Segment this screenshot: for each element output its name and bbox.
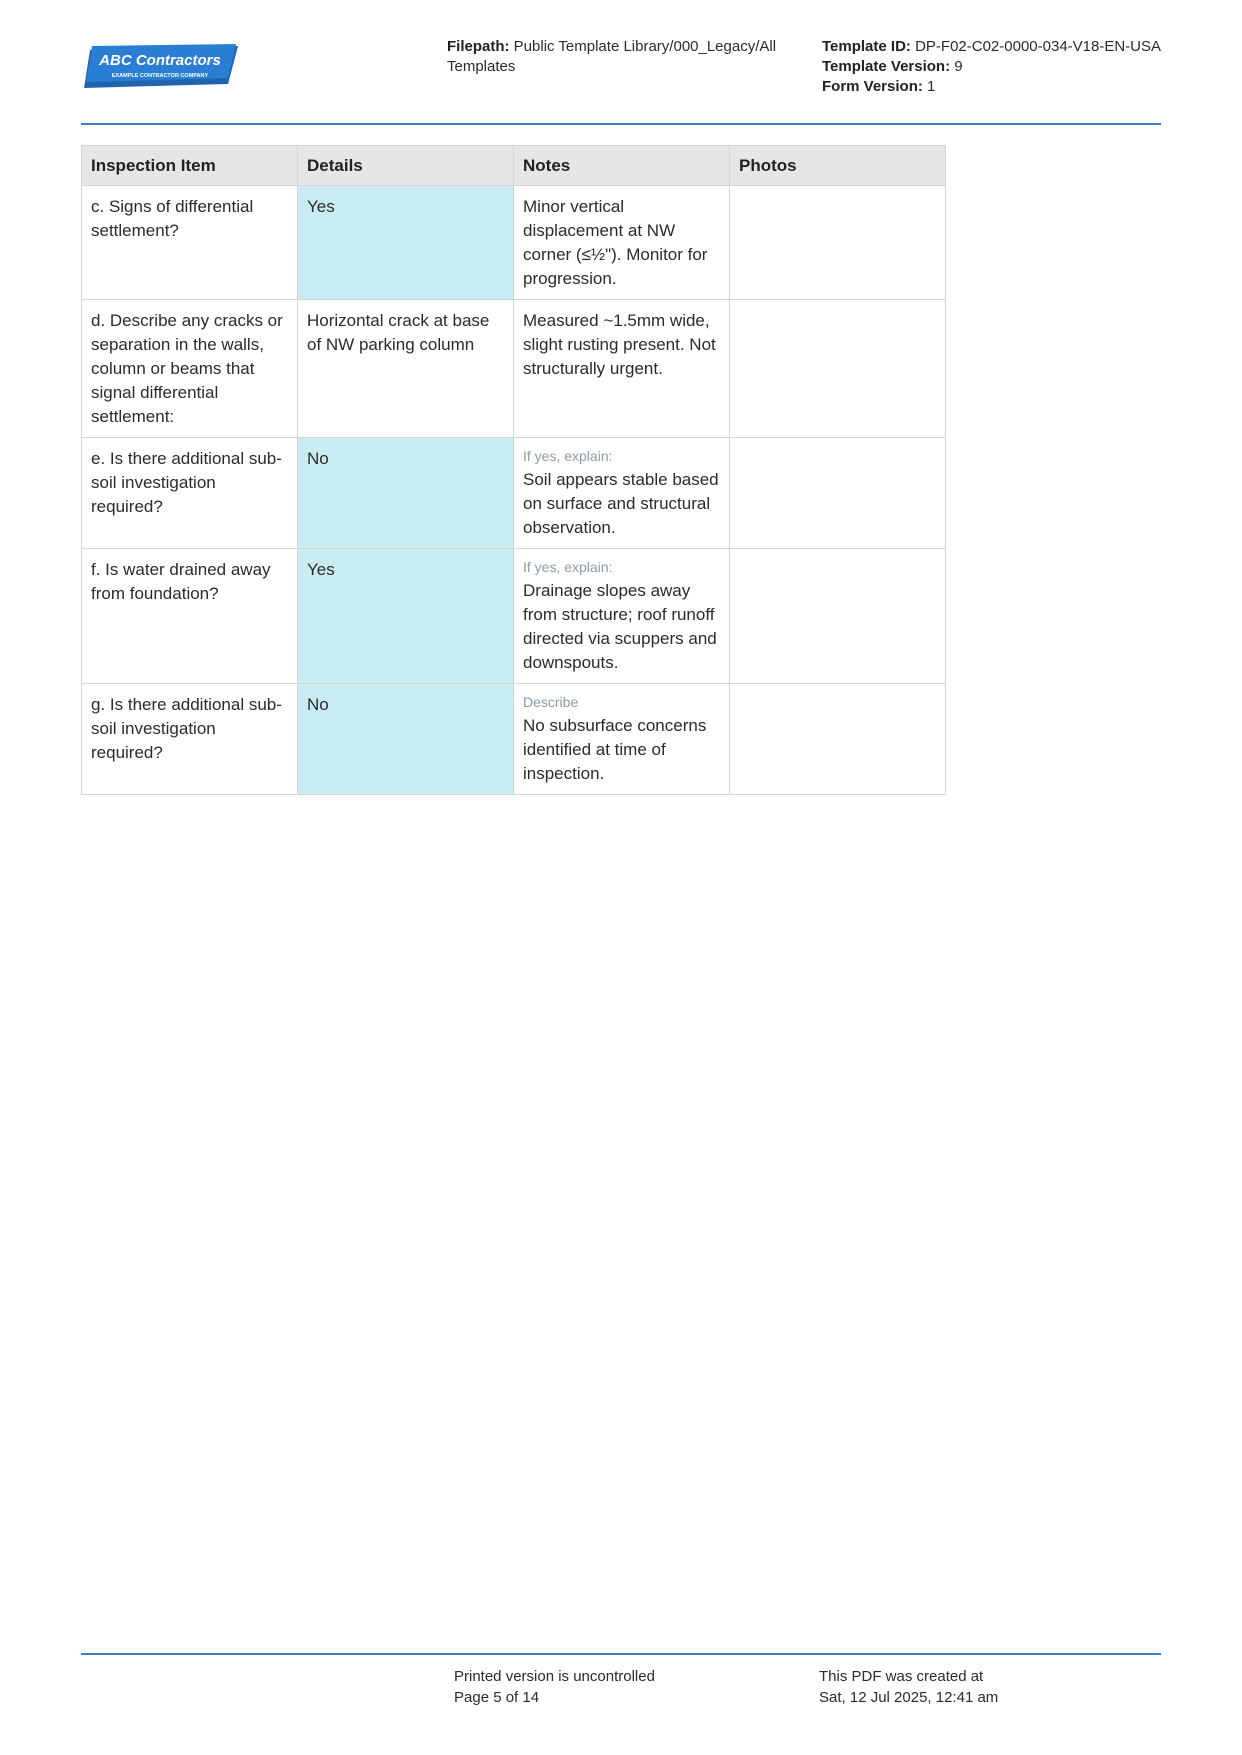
table-row <box>82 438 946 549</box>
inspection-item-cell: c. Signs of differential settlement? <box>82 186 298 300</box>
photos-cell <box>730 684 946 795</box>
company-logo <box>82 44 240 92</box>
svg-text:ABC Contractors: ABC Contractors <box>99 52 221 69</box>
table-row <box>82 684 946 795</box>
note-prompt-label: If yes, explain: <box>523 448 613 464</box>
photos-cell <box>730 549 946 684</box>
table-header-row <box>82 146 946 186</box>
table-row <box>82 549 946 684</box>
column-header-photos: Photos <box>730 146 946 186</box>
inspection-item-cell: e. Is there additional sub-soil investigation required? <box>82 438 298 549</box>
form-version-label: Form Version: <box>822 78 923 95</box>
details-cell: Horizontal crack at base of NW parking column <box>298 300 514 438</box>
notes-cell <box>514 300 730 438</box>
created-timestamp: Sat, 12 Jul 2025, 12:41 am <box>819 1689 999 1706</box>
footer-left <box>454 1666 655 1708</box>
details-cell: Yes <box>298 549 514 684</box>
notes-text: Measured ~1.5mm wide, slight rusting present. Not structurally urgent. <box>523 311 716 378</box>
svg-text:EXAMPLE CONTRACTOR COMPANY: EXAMPLE CONTRACTOR COMPANY <box>111 73 209 79</box>
note-prompt-label: Describe <box>523 694 579 710</box>
form-version-line <box>822 77 1162 97</box>
filepath-label: Filepath: <box>447 38 510 55</box>
column-header-inspection-item: Inspection Item <box>82 146 298 186</box>
template-version-value: 9 <box>954 58 963 75</box>
form-version-value: 1 <box>927 78 936 95</box>
details-cell: No <box>298 438 514 549</box>
page-header <box>0 0 1242 125</box>
photos-cell <box>730 186 946 300</box>
notes-cell <box>514 186 730 300</box>
template-id-value: DP-F02-C02-0000-034-V18-EN-USA <box>915 38 1162 55</box>
created-label: This PDF was created at <box>819 1668 984 1685</box>
notes-cell <box>514 684 730 795</box>
uncontrolled-notice: Printed version is uncontrolled <box>454 1668 655 1685</box>
table-row <box>82 186 946 300</box>
photos-cell <box>730 438 946 549</box>
column-header-notes: Notes <box>514 146 730 186</box>
notes-text: No subsurface concerns identified at time of inspection. <box>523 716 707 783</box>
template-version-line <box>822 57 1162 77</box>
template-info-block <box>822 37 1162 97</box>
notes-cell <box>514 438 730 549</box>
details-cell: No <box>298 684 514 795</box>
details-cell: Yes <box>298 186 514 300</box>
notes-cell <box>514 549 730 684</box>
photos-cell <box>730 300 946 438</box>
notes-text: Soil appears stable based on surface and structural observation. <box>523 470 719 537</box>
page-number: Page 5 of 14 <box>454 1689 540 1706</box>
template-id-line <box>822 37 1162 57</box>
column-header-details: Details <box>298 146 514 186</box>
notes-text: Minor vertical displacement at NW corner (≤½"). Monitor for progression. <box>523 197 708 288</box>
notes-text: Drainage slopes away from structure; roof runoff directed via scuppers and downspouts. <box>523 581 717 672</box>
inspection-item-cell: g. Is there additional sub-soil investigation required? <box>82 684 298 795</box>
footer-right <box>819 1666 998 1708</box>
note-prompt-label: If yes, explain: <box>523 559 613 575</box>
filepath-block <box>447 37 787 77</box>
inspection-table <box>81 145 946 795</box>
template-version-label: Template Version: <box>822 58 951 75</box>
table-row <box>82 300 946 438</box>
filepath-value: Public Template Library/000_Legacy/All Templates <box>447 38 777 75</box>
inspection-item-cell: d. Describe any cracks or separation in the walls, column or beams that signal differential settlement: <box>82 300 298 438</box>
footer-divider <box>81 1653 1161 1655</box>
header-divider <box>81 123 1161 125</box>
template-id-label: Template ID: <box>822 38 911 55</box>
inspection-item-cell: f. Is water drained away from foundation? <box>82 549 298 684</box>
